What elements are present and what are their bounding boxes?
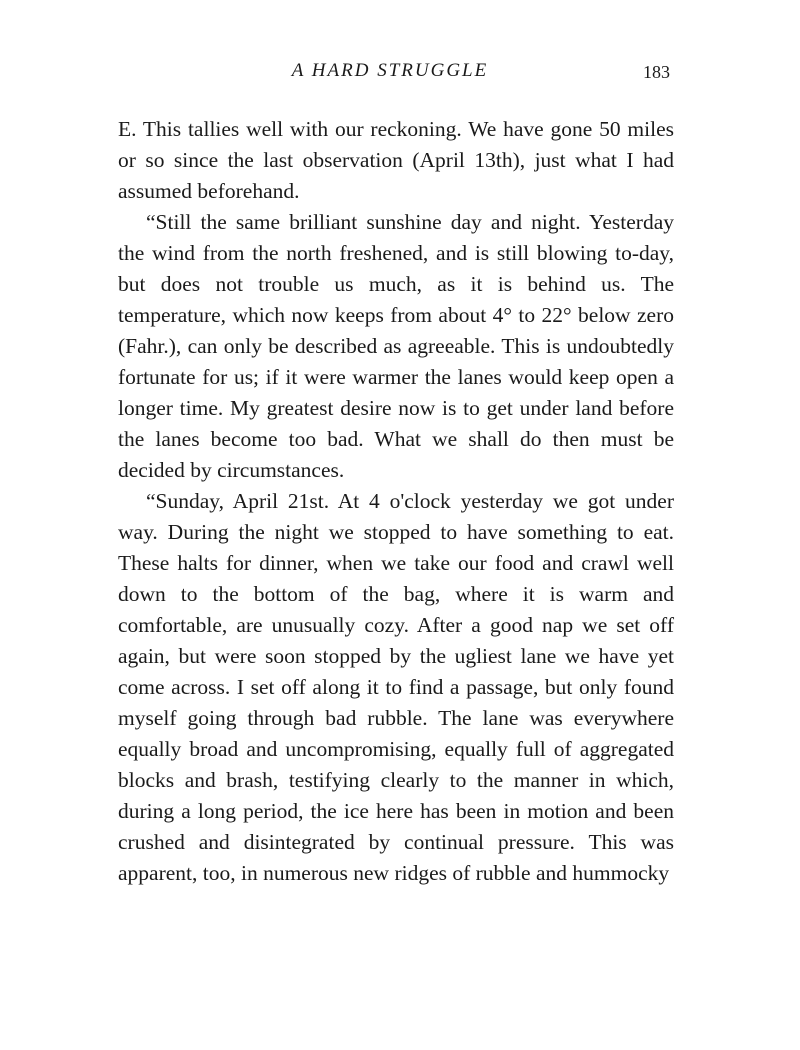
paragraph-1: E. This tallies well with our reckoning. We have gone 50 miles or so since the last observation (April 13th), just what I had assumed beforehand. xyxy=(118,117,674,203)
running-head xyxy=(110,60,670,90)
running-title: A HARD STRUGGLE xyxy=(291,60,489,81)
paragraph-2: “Still the same brilliant sunshine day and night. Yesterday the wind from the north freshened, and is still blowing to-day, but does not trouble us much, as it is behind us. The temperature, which now keeps from about 4° to 22° below zero (Fahr.), can only be described as agreeable. This is undoubtedly fortunate for us; if it were warmer the lanes would keep open a longer time. My greatest desire now is to get under land before the lanes become too bad. What we shall do then must be decided by circumstances. xyxy=(118,210,674,482)
page-number: 183 xyxy=(643,62,670,82)
paragraph-3: “Sunday, April 21st. At 4 o'clock yesterday we got under way. During the night we stopped to have something to eat. These halts for dinner, when we take our food and crawl well down to the bottom of the bag, where it is warm and comfortable, are unusually cozy. After a good nap we set off again, but were soon stopped by the ugliest lane we have yet come across. I set off along it to find a passage, but only found myself going through bad rubble. The lane was everywhere equally broad and uncompromising, equally full of aggregated blocks and brash, testifying clearly to the manner in which, during a long period, the ice here has been in motion and been crushed and disintegrated by continual pressure. This was apparent, too, in numerous new ridges of rubble and hummocky xyxy=(118,489,674,885)
body-text xyxy=(118,114,674,889)
